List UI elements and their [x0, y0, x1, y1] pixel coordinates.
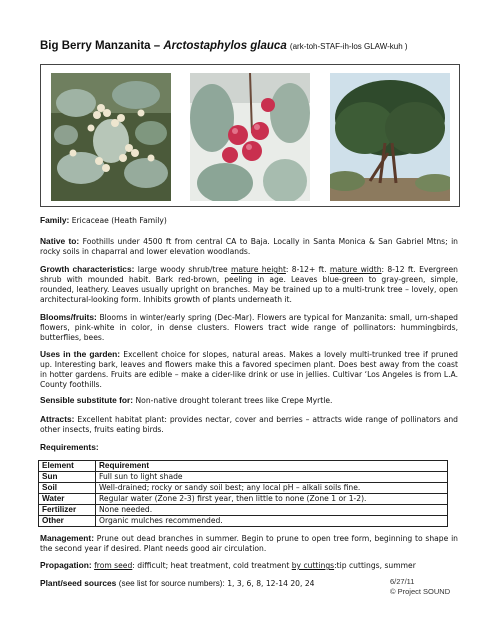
- cuttings-value: :tip cuttings, summer: [334, 561, 416, 570]
- substitute-value: Non-native drought tolerant trees like Crepe Myrtle.: [135, 396, 333, 405]
- title-dash: –: [153, 40, 161, 52]
- attracts-label: Attracts:: [40, 414, 75, 424]
- seed-label: from seed: [94, 561, 133, 570]
- date-block: [390, 577, 450, 597]
- table-row: [39, 505, 448, 516]
- element-cell: Other: [39, 516, 96, 527]
- mature-height-value: : 8-12+ ft.: [285, 265, 327, 274]
- native-value: Foothills under 4500 ft from central CA to Baja. Locally in Santa Monica & San Gabriel Mtns; in rocky soils in chaparral and lower elevation woodlands.: [40, 237, 458, 256]
- growth-text-1: large woody shrub/tree: [137, 265, 228, 274]
- photo-panel: [40, 64, 460, 207]
- family-label: Family:: [40, 215, 70, 225]
- requirement-cell: Organic mulches recommended.: [96, 516, 448, 527]
- pronunciation: (ark-toh-STAF-ih-los GLAW-kuh ): [289, 42, 408, 51]
- sources-note: (see list for source numbers):: [118, 579, 225, 588]
- attracts-value: Excellent habitat plant: provides nectar, cover and berries – attracts wide range of pollinators and other insects, fruits eating birds.: [40, 415, 458, 434]
- growth-text-2: Evergreen shrub with mounded habit. Bark red-brown, peeling in age. Leaves blue-green to gray-green, simple, rounded, leathery. Leaves usually upright on branches. May be trained up to a multi-trunk tree – lovely, open architectural-looking form. Inhibits growth of plants underneath it.: [40, 265, 458, 304]
- growth-label: Growth characteristics:: [40, 264, 135, 274]
- substitute-label: Sensible substitute for:: [40, 395, 134, 405]
- flowers-photo: [51, 73, 171, 201]
- uses-value: Excellent choice for slopes, natural areas. Makes a lovely multi-trunked tree if pruned up. Interesting bark, leaves and flowers make this a favored specimen plant. Does best away from the coast in hotter gardens. Fruits are edible – make a cider-like drink or use in jellies. Cultivar ‘Los Angeles is from L.A. County foothills.: [40, 350, 458, 389]
- blooms-label: Blooms/fruits:: [40, 312, 97, 322]
- mature-width-label: mature width: [329, 265, 382, 274]
- native-section: [40, 236, 458, 257]
- date: 6/27/11: [390, 577, 415, 586]
- requirements-title: Requirements:: [40, 442, 99, 452]
- growth-section: [40, 264, 458, 305]
- table-header-requirement: Requirement: [96, 461, 448, 472]
- tree-photo: [330, 73, 450, 201]
- management-label: Management:: [40, 533, 94, 543]
- table-header-row: [39, 461, 448, 472]
- attracts-section: [40, 414, 458, 435]
- blooms-value: Blooms in winter/early spring (Dec-Mar). Flowers are typical for Manzanita: small, urn-shaped flowers, pink-white in color, in dense clusters. Flowers tract wide range of pollinators: hummingbirds, butterflies, bees.: [40, 313, 458, 342]
- management-section: [40, 533, 458, 554]
- cuttings-label: by cuttings: [291, 561, 335, 570]
- table-row: [39, 483, 448, 494]
- native-label: Native to:: [40, 236, 80, 246]
- blooms-section: [40, 312, 458, 343]
- element-cell: Fertilizer: [39, 505, 96, 516]
- common-name: Big Berry Manzanita: [40, 40, 151, 52]
- management-value: Prune out dead branches in summer. Begin to prune to open tree form, beginning to shape in the second year if desired. Plant needs good air circulation.: [40, 534, 458, 553]
- table-header-element: Element: [39, 461, 96, 472]
- seed-value: : difficult; heat treatment, cold treatment: [132, 561, 290, 570]
- requirement-cell: Regular water (Zone 2-3) first year, then little to none (Zone 1 or 1-2).: [96, 494, 448, 505]
- sources-value: 1, 3, 6, 8, 12-14 20, 24: [227, 579, 315, 588]
- sources-label: Plant/seed sources: [40, 578, 117, 588]
- requirement-cell: Full sun to light shade: [96, 472, 448, 483]
- family-line: [40, 215, 458, 226]
- element-cell: Water: [39, 494, 96, 505]
- copyright: © Project SOUND: [390, 587, 451, 596]
- page-title: [40, 40, 408, 52]
- table-row: [39, 472, 448, 483]
- requirement-cell: None needed.: [96, 505, 448, 516]
- substitute-section: [40, 395, 458, 406]
- mature-width-value: : 8-12 ft.: [381, 265, 416, 274]
- propagation-section: [40, 560, 458, 571]
- table-row: [39, 516, 448, 527]
- requirements-table: [38, 460, 448, 527]
- uses-label: Uses in the garden:: [40, 349, 121, 359]
- propagation-label: Propagation:: [40, 560, 92, 570]
- table-row: [39, 494, 448, 505]
- requirement-cell: Well-drained; rocky or sandy soil best; any local pH – alkali soils fine.: [96, 483, 448, 494]
- berries-photo: [190, 73, 310, 201]
- family-value: Ericaceae (Heath Family): [71, 216, 167, 225]
- scientific-name: Arctostaphylos glauca: [163, 40, 287, 52]
- sources-section: [40, 578, 380, 589]
- element-cell: Soil: [39, 483, 96, 494]
- mature-height-label: mature height: [230, 265, 286, 274]
- uses-section: [40, 349, 458, 390]
- element-cell: Sun: [39, 472, 96, 483]
